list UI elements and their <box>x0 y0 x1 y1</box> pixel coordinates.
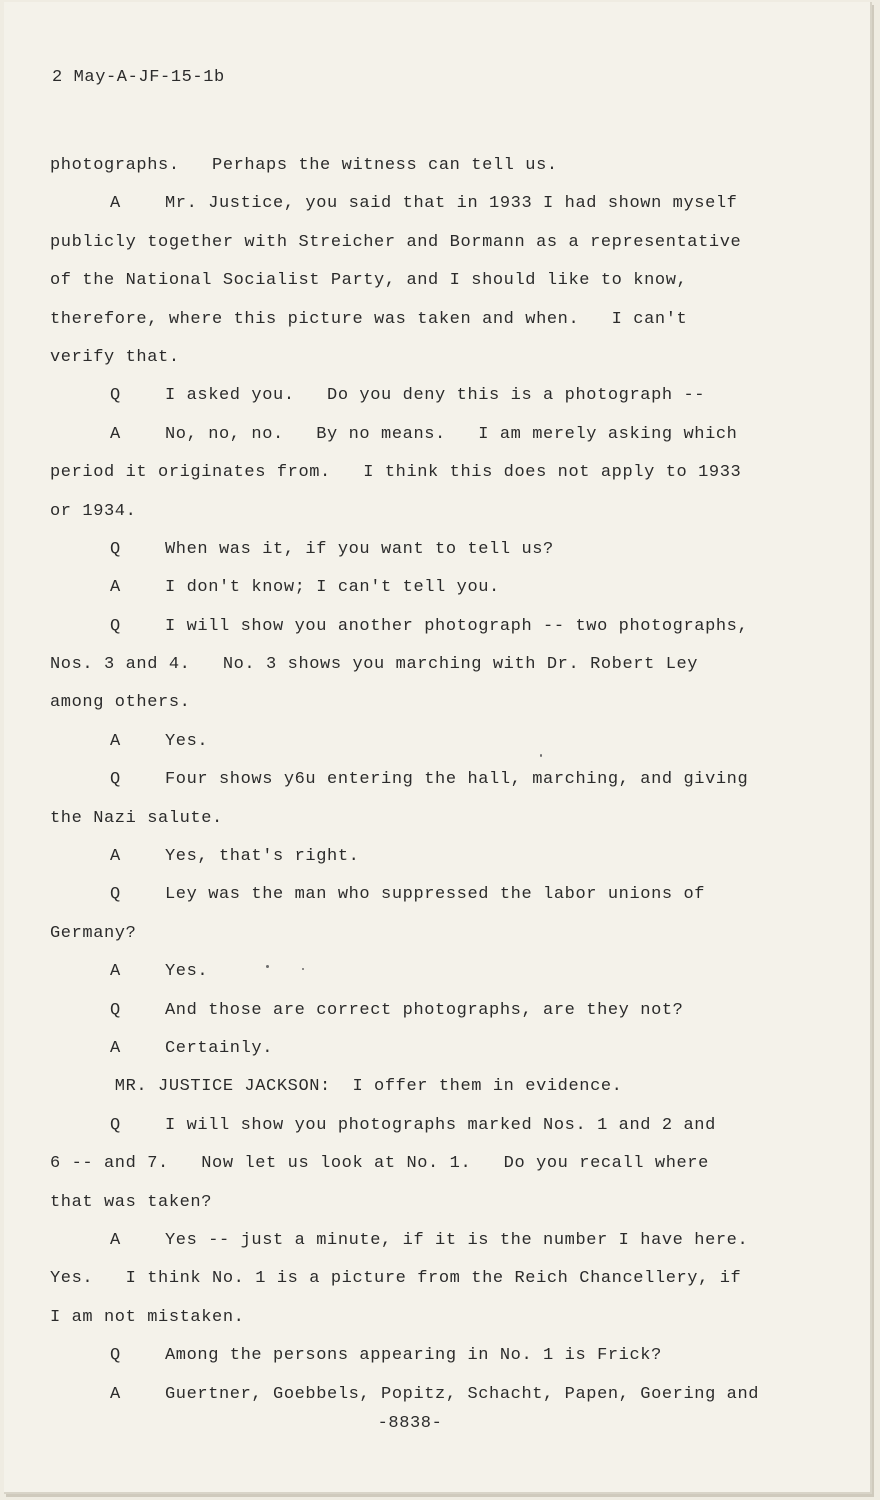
transcript-line <box>50 800 810 838</box>
transcript-qa-line <box>50 185 810 223</box>
line-text: When was it, if you want to tell us? <box>165 539 554 559</box>
transcript-qa-line <box>50 1107 810 1145</box>
transcript-qa-line <box>50 608 810 646</box>
line-text: Nos. 3 and 4. No. 3 shows you marching with Dr. Robert Ley <box>50 655 699 675</box>
line-text: verify that. <box>50 347 180 367</box>
transcript-qa-line <box>50 377 810 415</box>
transcript-line <box>50 339 810 377</box>
transcript-line <box>50 1145 810 1183</box>
line-text: I asked you. Do you deny this is a photograph -- <box>165 386 706 406</box>
line-text: period it originates from. I think this does not apply to 1933 <box>50 463 742 483</box>
transcript-qa-line <box>50 569 810 607</box>
line-text: Among the persons appearing in No. 1 is Frick? <box>165 1346 662 1366</box>
line-text: And those are correct photographs, are they not? <box>165 1000 684 1020</box>
transcript-line <box>50 224 810 262</box>
answer-label: A <box>110 847 121 867</box>
transcript-qa-line <box>50 761 810 799</box>
question-label: Q <box>110 539 121 559</box>
answer-label: A <box>110 424 121 444</box>
line-text: Yes, that's right. <box>165 847 360 867</box>
line-text: I am not mistaken. <box>50 1307 245 1327</box>
ink-speck <box>540 754 542 757</box>
line-text: Four shows y6u entering the hall, marching, and giving <box>165 770 749 790</box>
transcript-qa-line <box>50 531 810 569</box>
transcript-qa-line <box>50 1222 810 1260</box>
document-reference: 2 May-A-JF-15-1b <box>52 68 225 87</box>
answer-label: A <box>110 731 121 751</box>
transcript-qa-line <box>50 1376 810 1414</box>
transcript-qa-line <box>50 876 810 914</box>
transcript-body <box>50 147 810 1414</box>
transcript-qa-line <box>50 838 810 876</box>
line-text: I will show you another photograph -- two photographs, <box>165 616 749 636</box>
ink-speck <box>266 965 269 968</box>
line-text: Certainly. <box>165 1038 274 1058</box>
line-text: among others. <box>50 693 191 713</box>
answer-label: A <box>110 1384 121 1404</box>
transcript-line <box>50 646 810 684</box>
line-text: photographs. Perhaps the witness can tell us. <box>50 156 558 175</box>
transcript-qa-line <box>50 953 810 991</box>
question-label: Q <box>110 1115 121 1135</box>
transcript-qa-line <box>50 723 810 761</box>
answer-label: A <box>110 962 121 982</box>
transcript-line <box>50 454 810 492</box>
line-text: Yes. <box>165 731 209 751</box>
transcript-qa-line <box>50 416 810 454</box>
transcript-line <box>50 1299 810 1337</box>
transcript-line <box>50 1184 810 1222</box>
question-label: Q <box>110 616 121 636</box>
line-text: Ley was the man who suppressed the labor unions of <box>165 885 706 905</box>
page-number: -8838- <box>377 1414 443 1433</box>
line-text: the Nazi salute. <box>50 808 223 828</box>
question-label: Q <box>110 885 121 905</box>
answer-label: A <box>110 1038 121 1058</box>
answer-label: A <box>110 1230 121 1250</box>
line-text: of the National Socialist Party, and I should like to know, <box>50 271 688 291</box>
line-text: I will show you photographs marked Nos. 1 and 2 and <box>165 1115 716 1135</box>
transcript-line <box>50 262 810 300</box>
line-text: MR. JUSTICE JACKSON: I offer them in evidence. <box>50 1077 623 1097</box>
transcript-line <box>50 147 810 185</box>
transcript-page <box>4 2 872 1494</box>
transcript-line <box>50 301 810 339</box>
ink-speck <box>302 968 304 970</box>
line-text: or 1934. <box>50 501 137 521</box>
line-text: No, no, no. By no means. I am merely asking which <box>165 424 738 444</box>
question-label: Q <box>110 1000 121 1020</box>
line-text: 6 -- and 7. Now let us look at No. 1. Do you recall where <box>50 1154 709 1174</box>
question-label: Q <box>110 386 121 406</box>
answer-label: A <box>110 194 121 214</box>
transcript-qa-line <box>50 1337 810 1375</box>
question-label: Q <box>110 770 121 790</box>
transcript-line <box>50 915 810 953</box>
line-text: Mr. Justice, you said that in 1933 I had shown myself <box>165 194 738 214</box>
line-text: therefore, where this picture was taken and when. I can't <box>50 309 688 329</box>
line-text: that was taken? <box>50 1192 213 1212</box>
transcript-line <box>50 684 810 722</box>
line-text: Germany? <box>50 923 137 943</box>
transcript-line <box>50 493 810 531</box>
transcript-line <box>50 1068 810 1106</box>
transcript-qa-line <box>50 992 810 1030</box>
transcript-line <box>50 1260 810 1298</box>
question-label: Q <box>110 1346 121 1366</box>
line-text: Guertner, Goebbels, Popitz, Schacht, Papen, Goering and <box>165 1384 760 1404</box>
transcript-qa-line <box>50 1030 810 1068</box>
line-text: Yes. <box>165 962 209 982</box>
line-text: Yes -- just a minute, if it is the number I have here. <box>165 1230 749 1250</box>
answer-label: A <box>110 578 121 598</box>
line-text: Yes. I think No. 1 is a picture from the Reich Chancellery, if <box>50 1269 742 1289</box>
line-text: I don't know; I can't tell you. <box>165 578 500 598</box>
line-text: publicly together with Streicher and Bormann as a representative <box>50 232 742 252</box>
